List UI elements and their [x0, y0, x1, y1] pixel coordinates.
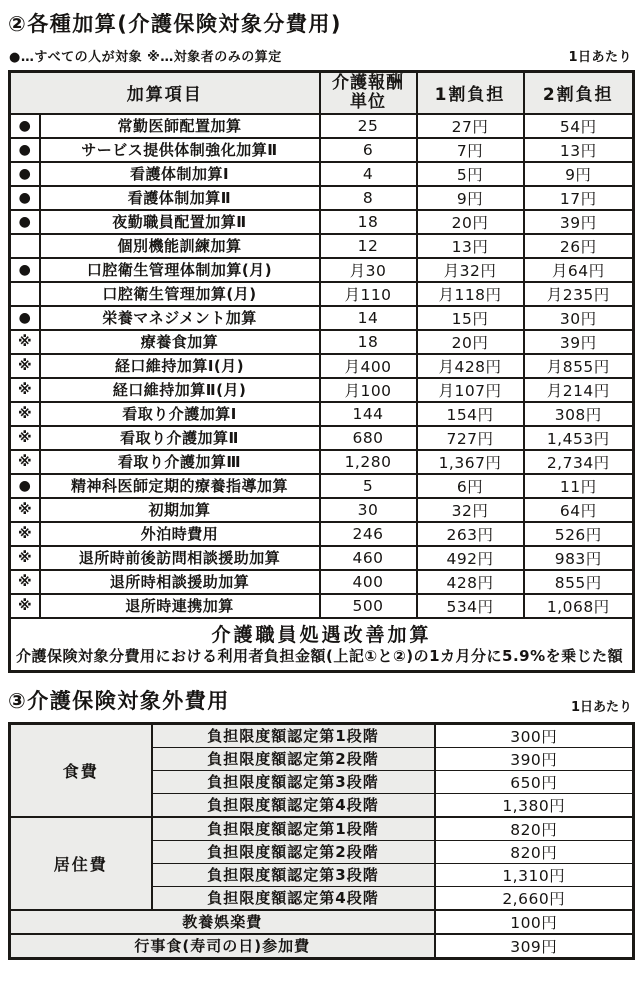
addon-burden1-cell: 5円 [417, 162, 524, 186]
addon-item-name-cell: 個別機能訓練加算 [40, 234, 320, 258]
addon-units-cell: 月400 [320, 354, 417, 378]
addon-units-cell: 680 [320, 426, 417, 450]
stage-name-cell: 負担限度額認定第3段階 [152, 863, 435, 886]
addon-burden2-cell: 月855円 [524, 354, 634, 378]
addon-marker-cell: ※ [10, 354, 40, 378]
stage-name-cell: 負担限度額認定第3段階 [152, 770, 435, 793]
addon-marker-cell: ※ [10, 402, 40, 426]
non-covered-row [10, 817, 634, 841]
addon-burden1-cell: 月428円 [417, 354, 524, 378]
addon-units-cell: 月110 [320, 282, 417, 306]
addon-table-row [10, 426, 634, 450]
addon-table-row [10, 162, 634, 186]
stage-name-cell: 負担限度額認定第2段階 [152, 840, 435, 863]
addon-marker-cell: ● [10, 162, 40, 186]
per-day-label-section2: 1日あたり [568, 50, 632, 65]
addon-item-name-cell: 夜勤職員配置加算Ⅱ [40, 210, 320, 234]
addon-burden2-cell: 39円 [524, 210, 634, 234]
stage-name-cell: 負担限度額認定第1段階 [152, 817, 435, 841]
addon-burden2-cell: 526円 [524, 522, 634, 546]
non-covered-single-row [10, 910, 634, 934]
addon-item-name-cell: 常勤医師配置加算 [40, 114, 320, 138]
section2-title: ②各種加算(介護保険対象分費用) [8, 12, 342, 36]
addon-table-row [10, 594, 634, 618]
addon-header-item: 加算項目 [10, 72, 320, 114]
addon-marker-cell: ● [10, 114, 40, 138]
addon-item-name-cell: 退所時前後訪問相談援助加算 [40, 546, 320, 570]
addon-item-name-cell: 看取り介護加算Ⅲ [40, 450, 320, 474]
non-covered-table [8, 722, 635, 960]
stage-value-cell: 390円 [435, 747, 634, 770]
addon-units-cell: 4 [320, 162, 417, 186]
addon-burden2-cell: 855円 [524, 570, 634, 594]
addon-burden1-cell: 1,367円 [417, 450, 524, 474]
single-row-name-cell: 行事食(寿司の日)参加費 [10, 934, 435, 959]
addon-burden2-cell: 11円 [524, 474, 634, 498]
stage-value-cell: 300円 [435, 723, 634, 747]
addon-table-header-row [10, 72, 634, 114]
addon-burden1-cell: 20円 [417, 330, 524, 354]
addon-burden2-cell: 13円 [524, 138, 634, 162]
addon-item-name-cell: 口腔衛生管理加算(月) [40, 282, 320, 306]
addon-table-body [10, 114, 634, 618]
addon-burden1-cell: 月118円 [417, 282, 524, 306]
non-covered-row [10, 723, 634, 747]
addon-burden1-cell: 6円 [417, 474, 524, 498]
addon-burden2-cell: 月64円 [524, 258, 634, 282]
addon-units-cell: 12 [320, 234, 417, 258]
addon-burden2-cell: 17円 [524, 186, 634, 210]
addon-units-cell: 1,280 [320, 450, 417, 474]
addon-table-row [10, 234, 634, 258]
addon-units-cell: 460 [320, 546, 417, 570]
addon-item-name-cell: 療養食加算 [40, 330, 320, 354]
addon-item-name-cell: 経口維持加算Ⅱ(月) [40, 378, 320, 402]
addon-table-row [10, 546, 634, 570]
marker-legend: ●…すべての人が対象 ※…対象者のみの算定 [9, 50, 282, 65]
addon-marker-cell: ※ [10, 546, 40, 570]
treatment-improvement-cell [10, 618, 634, 672]
addon-burden1-cell: 534円 [417, 594, 524, 618]
addon-marker-cell: ※ [10, 450, 40, 474]
treatment-improvement-desc: 介護保険対象分費用における利用者負担金額(上記①と②)の1カ月分に5.9%を乗じた額 [16, 646, 624, 665]
addon-item-name-cell: 栄養マネジメント加算 [40, 306, 320, 330]
addon-burden2-cell: 2,734円 [524, 450, 634, 474]
addon-table-row [10, 570, 634, 594]
addon-burden2-cell: 1,068円 [524, 594, 634, 618]
addon-units-cell: 500 [320, 594, 417, 618]
addon-marker-cell: ● [10, 138, 40, 162]
addon-item-name-cell: サービス提供体制強化加算Ⅱ [40, 138, 320, 162]
section3-title: ③介護保険対象外費用 [8, 688, 230, 713]
addon-burden2-cell: 1,453円 [524, 426, 634, 450]
single-row-name-cell: 教養娯楽費 [10, 910, 435, 934]
addon-table-row [10, 306, 634, 330]
addon-units-cell: 400 [320, 570, 417, 594]
addon-table-row [10, 522, 634, 546]
addon-table-row [10, 114, 634, 138]
addon-item-name-cell: 看護体制加算Ⅱ [40, 186, 320, 210]
addon-burden2-cell: 983円 [524, 546, 634, 570]
addon-header-units-line1: 介護報酬 [332, 72, 404, 93]
addon-units-cell: 30 [320, 498, 417, 522]
addon-table-row [10, 258, 634, 282]
addon-burden2-cell: 54円 [524, 114, 634, 138]
addon-item-name-cell: 看護体制加算Ⅰ [40, 162, 320, 186]
addon-table-row [10, 354, 634, 378]
addon-marker-cell: ※ [10, 378, 40, 402]
addon-burden2-cell: 26円 [524, 234, 634, 258]
addon-item-name-cell: 経口維持加算Ⅰ(月) [40, 354, 320, 378]
addon-burden1-cell: 7円 [417, 138, 524, 162]
addon-marker-cell: ※ [10, 594, 40, 618]
addon-marker-cell: ● [10, 306, 40, 330]
stage-value-cell: 820円 [435, 840, 634, 863]
addon-units-cell: 8 [320, 186, 417, 210]
addon-burden1-cell: 20円 [417, 210, 524, 234]
addon-table-row [10, 138, 634, 162]
addon-units-cell: 6 [320, 138, 417, 162]
addon-header-burden1: 1割負担 [417, 72, 524, 114]
addon-burden1-cell: 727円 [417, 426, 524, 450]
addon-burden1-cell: 492円 [417, 546, 524, 570]
addon-burden1-cell: 月32円 [417, 258, 524, 282]
addon-table-row [10, 474, 634, 498]
addon-units-cell: 144 [320, 402, 417, 426]
addon-item-name-cell: 精神科医師定期的療養指導加算 [40, 474, 320, 498]
addon-burden2-cell: 月235円 [524, 282, 634, 306]
addon-burden1-cell: 428円 [417, 570, 524, 594]
treatment-improvement-row [10, 618, 634, 672]
addon-marker-cell: ※ [10, 330, 40, 354]
section2-legend-row [9, 46, 632, 65]
group-label-cell: 居住費 [10, 817, 152, 910]
stage-value-cell: 2,660円 [435, 886, 634, 910]
per-day-label-section3: 1日あたり [570, 699, 632, 715]
addon-item-name-cell: 初期加算 [40, 498, 320, 522]
addon-marker-cell: ※ [10, 570, 40, 594]
addon-item-name-cell: 看取り介護加算Ⅱ [40, 426, 320, 450]
addon-marker-cell [10, 234, 40, 258]
addon-marker-cell [10, 282, 40, 306]
addon-table-row [10, 378, 634, 402]
addon-item-name-cell: 退所時相談援助加算 [40, 570, 320, 594]
addon-units-cell: 月30 [320, 258, 417, 282]
addon-table-row [10, 210, 634, 234]
stage-name-cell: 負担限度額認定第4段階 [152, 793, 435, 817]
addon-item-name-cell: 口腔衛生管理体制加算(月) [40, 258, 320, 282]
stage-value-cell: 820円 [435, 817, 634, 841]
addon-table-row [10, 282, 634, 306]
single-row-value-cell: 309円 [435, 934, 634, 959]
addon-burden1-cell: 月107円 [417, 378, 524, 402]
addon-item-name-cell: 看取り介護加算Ⅰ [40, 402, 320, 426]
addon-burden1-cell: 32円 [417, 498, 524, 522]
non-covered-table-body [10, 723, 634, 958]
non-covered-single-row [10, 934, 634, 959]
addon-units-cell: 18 [320, 210, 417, 234]
addon-burden1-cell: 15円 [417, 306, 524, 330]
addon-marker-cell: ※ [10, 522, 40, 546]
addon-marker-cell: ● [10, 186, 40, 210]
addon-burden2-cell: 9円 [524, 162, 634, 186]
addon-marker-cell: ※ [10, 426, 40, 450]
addon-table [8, 70, 635, 673]
group-label-cell: 食費 [10, 723, 152, 817]
addon-units-cell: 18 [320, 330, 417, 354]
addon-units-cell: 月100 [320, 378, 417, 402]
addon-burden2-cell: 308円 [524, 402, 634, 426]
addon-units-cell: 25 [320, 114, 417, 138]
addon-table-row [10, 498, 634, 522]
addon-burden2-cell: 39円 [524, 330, 634, 354]
stage-value-cell: 1,380円 [435, 793, 634, 817]
addon-burden1-cell: 27円 [417, 114, 524, 138]
single-row-value-cell: 100円 [435, 910, 634, 934]
stage-name-cell: 負担限度額認定第1段階 [152, 723, 435, 747]
addon-burden2-cell: 64円 [524, 498, 634, 522]
stage-name-cell: 負担限度額認定第4段階 [152, 886, 435, 910]
addon-table-row [10, 402, 634, 426]
addon-marker-cell: ● [10, 474, 40, 498]
addon-burden1-cell: 154円 [417, 402, 524, 426]
addon-units-cell: 14 [320, 306, 417, 330]
addon-table-row [10, 186, 634, 210]
addon-units-cell: 246 [320, 522, 417, 546]
addon-header-burden2: 2割負担 [524, 72, 634, 114]
addon-marker-cell: ※ [10, 498, 40, 522]
addon-marker-cell: ● [10, 258, 40, 282]
addon-header-units [320, 72, 417, 114]
addon-item-name-cell: 外泊時費用 [40, 522, 320, 546]
addon-burden2-cell: 月214円 [524, 378, 634, 402]
addon-table-row [10, 450, 634, 474]
stage-value-cell: 650円 [435, 770, 634, 793]
stage-name-cell: 負担限度額認定第2段階 [152, 747, 435, 770]
addon-header-units-line2: 単位 [350, 91, 386, 112]
treatment-improvement-title: 介護職員処遇改善加算 [211, 623, 432, 646]
addon-table-row [10, 330, 634, 354]
section3-title-row [8, 685, 632, 715]
addon-burden1-cell: 263円 [417, 522, 524, 546]
addon-units-cell: 5 [320, 474, 417, 498]
stage-value-cell: 1,310円 [435, 863, 634, 886]
addon-item-name-cell: 退所時連携加算 [40, 594, 320, 618]
addon-marker-cell: ● [10, 210, 40, 234]
addon-burden1-cell: 9円 [417, 186, 524, 210]
addon-burden1-cell: 13円 [417, 234, 524, 258]
addon-burden2-cell: 30円 [524, 306, 634, 330]
